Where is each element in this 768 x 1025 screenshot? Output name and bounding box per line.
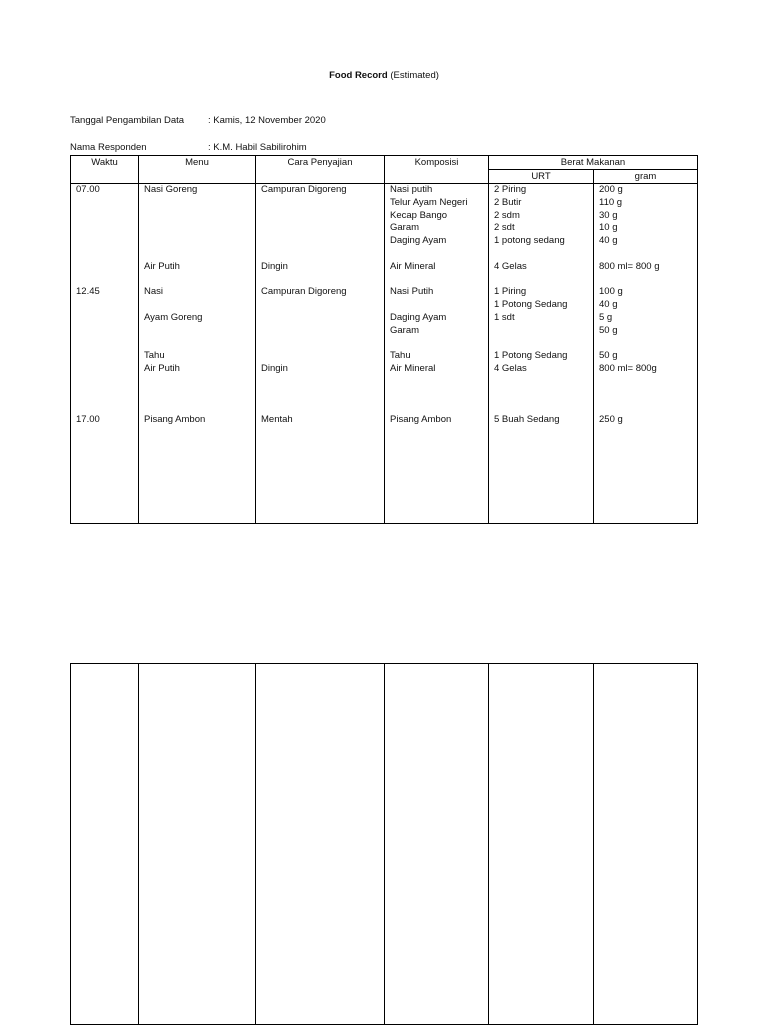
komposisi-line: Tahu [390, 350, 411, 362]
menu-line [144, 235, 255, 248]
urt-line [494, 248, 593, 261]
column-menu [139, 184, 256, 524]
menu-line [144, 248, 255, 261]
komposisi-line: Telur Ayam Negeri [390, 196, 468, 208]
komposisi-line [390, 389, 488, 402]
komposisi-line: Garam [390, 222, 420, 234]
waktu-line [76, 338, 138, 351]
gram-line: 50 g [599, 350, 618, 362]
info-row-respondent [70, 142, 307, 153]
waktu-line [76, 325, 138, 338]
gram-line [599, 376, 697, 389]
header-berat-makanan: Berat Makanan [489, 156, 698, 170]
urt-line: 1 Potong Sedang [494, 350, 568, 362]
header-komposisi: Komposisi [385, 156, 489, 184]
waktu-line [76, 222, 138, 235]
waktu-line [76, 299, 138, 312]
komposisi-line [390, 402, 488, 415]
komposisi-line [390, 338, 488, 351]
cara-line: Campuran Digoreng [261, 286, 347, 298]
komposisi-line: Nasi Putih [390, 286, 434, 298]
column-cara-penyajian [256, 184, 385, 524]
urt-line [494, 402, 593, 415]
menu-line: Ayam Goreng [144, 311, 203, 323]
komposisi-line: Daging Ayam [390, 235, 447, 247]
cara-line [261, 197, 384, 210]
menu-line [144, 389, 255, 402]
urt-line [494, 389, 593, 402]
menu-line: Tahu [144, 350, 165, 362]
cara-line: Mentah [261, 414, 293, 426]
gram-line: 40 g [599, 235, 618, 247]
komposisi-line [390, 376, 488, 389]
blank-cell [71, 664, 139, 1025]
menu-lines [139, 184, 255, 427]
blank-cell [594, 664, 698, 1025]
cara-line: Dingin [261, 363, 288, 375]
header-urt: URT [489, 170, 594, 184]
urt-line: 5 Buah Sedang [494, 414, 560, 426]
urt-line: 1 sdt [494, 311, 515, 323]
menu-line: Pisang Ambon [144, 414, 206, 426]
cara-line [261, 274, 384, 287]
blank-table [70, 663, 698, 1025]
title-main: Food Record [329, 70, 388, 81]
gram-line: 30 g [599, 209, 618, 221]
waktu-lines [71, 184, 138, 427]
komposisi-line: Kecap Bango [390, 209, 448, 221]
header-waktu: Waktu [71, 156, 139, 184]
document-title [0, 70, 768, 81]
menu-line [144, 338, 255, 351]
gram-line [599, 248, 697, 261]
waktu-line: 17.00 [76, 414, 100, 426]
gram-line: 250 g [599, 414, 623, 426]
waktu-line: 12.45 [76, 286, 100, 298]
menu-line [144, 197, 255, 210]
cara-line: Dingin [261, 260, 288, 272]
info-label-date: Tanggal Pengambilan Data [70, 115, 185, 126]
gram-line: 40 g [599, 299, 618, 311]
urt-line [494, 274, 593, 287]
cara-line [261, 402, 384, 415]
urt-lines [489, 184, 593, 427]
info-row-date [70, 115, 326, 126]
komposisi-line [390, 248, 488, 261]
urt-line: 2 sdm [494, 209, 520, 221]
cara-line [261, 222, 384, 235]
gram-line: 100 g [599, 286, 623, 298]
urt-line: 1 Potong Sedang [494, 299, 568, 311]
menu-line: Air Putih [144, 260, 180, 272]
info-label-respondent: Nama Responden [70, 142, 147, 153]
urt-line: 2 Butir [494, 196, 522, 208]
waktu-line [76, 389, 138, 402]
urt-line: 4 Gelas [494, 260, 527, 272]
cara-line [261, 350, 384, 363]
menu-line [144, 325, 255, 338]
column-gram [594, 184, 698, 524]
header-cara-penyajian: Cara Penyajian [256, 156, 385, 184]
waktu-line [76, 248, 138, 261]
waktu-line [76, 376, 138, 389]
menu-line: Nasi [144, 286, 164, 298]
menu-line [144, 274, 255, 287]
waktu-line [76, 197, 138, 210]
gram-line: 10 g [599, 222, 618, 234]
gram-line: 110 g [599, 196, 623, 208]
cara-line [261, 312, 384, 325]
title-qualifier: (Estimated) [390, 70, 439, 81]
menu-line: Nasi Goreng [144, 184, 198, 195]
column-waktu [71, 184, 139, 524]
cara-line [261, 338, 384, 351]
gram-lines [594, 184, 697, 427]
menu-line: Air Putih [144, 363, 180, 375]
menu-line [144, 402, 255, 415]
waktu-line [76, 363, 138, 376]
cara-line [261, 325, 384, 338]
cara-line [261, 376, 384, 389]
waktu-line: 07.00 [76, 184, 100, 195]
urt-line: 2 sdt [494, 222, 515, 234]
gram-line: 800 ml= 800g [599, 363, 657, 375]
komposisi-line: Pisang Ambon [390, 414, 452, 426]
komposisi-line: Air Mineral [390, 260, 436, 272]
blank-cell [139, 664, 256, 1025]
waktu-line [76, 350, 138, 363]
blank-cell [489, 664, 594, 1025]
gram-line [599, 389, 697, 402]
komposisi-line: Nasi putih [390, 184, 433, 195]
komposisi-line: Air Mineral [390, 363, 436, 375]
cara-line [261, 210, 384, 223]
urt-line: 2 Piring [494, 184, 527, 195]
urt-line [494, 376, 593, 389]
gram-line [599, 338, 697, 351]
info-value-date: : Kamis, 12 November 2020 [208, 115, 326, 126]
menu-line [144, 299, 255, 312]
gram-line: 800 ml= 800 g [599, 260, 660, 272]
komposisi-line [390, 274, 488, 287]
menu-line [144, 376, 255, 389]
cara-lines [256, 184, 384, 427]
waktu-line [76, 312, 138, 325]
cara-line: Campuran Digoreng [261, 184, 347, 195]
gram-line [599, 402, 697, 415]
menu-line [144, 210, 255, 223]
komposisi-line: Garam [390, 324, 420, 336]
header-gram: gram [594, 170, 698, 184]
blank-cell [256, 664, 385, 1025]
waktu-line [76, 210, 138, 223]
cara-line [261, 389, 384, 402]
gram-line: 200 g [599, 184, 623, 195]
blank-cell [385, 664, 489, 1025]
menu-line [144, 222, 255, 235]
urt-line: 4 Gelas [494, 363, 527, 375]
info-value-respondent: : K.M. Habil Sabilirohim [208, 142, 307, 153]
waktu-line [76, 274, 138, 287]
gram-line: 5 g [599, 311, 613, 323]
cara-line [261, 235, 384, 248]
cara-line [261, 248, 384, 261]
gram-line: 50 g [599, 324, 618, 336]
waktu-line [76, 235, 138, 248]
urt-line [494, 325, 593, 338]
urt-line: 1 potong sedang [494, 235, 565, 247]
komposisi-lines [385, 184, 488, 427]
komposisi-line: Daging Ayam [390, 311, 447, 323]
food-record-table [70, 155, 698, 524]
urt-line: 1 Piring [494, 286, 527, 298]
header-menu: Menu [139, 156, 256, 184]
waktu-line [76, 402, 138, 415]
komposisi-line [390, 299, 488, 312]
cara-line [261, 299, 384, 312]
waktu-line [76, 261, 138, 274]
column-komposisi [385, 184, 489, 524]
gram-line [599, 274, 697, 287]
column-urt [489, 184, 594, 524]
urt-line [494, 338, 593, 351]
